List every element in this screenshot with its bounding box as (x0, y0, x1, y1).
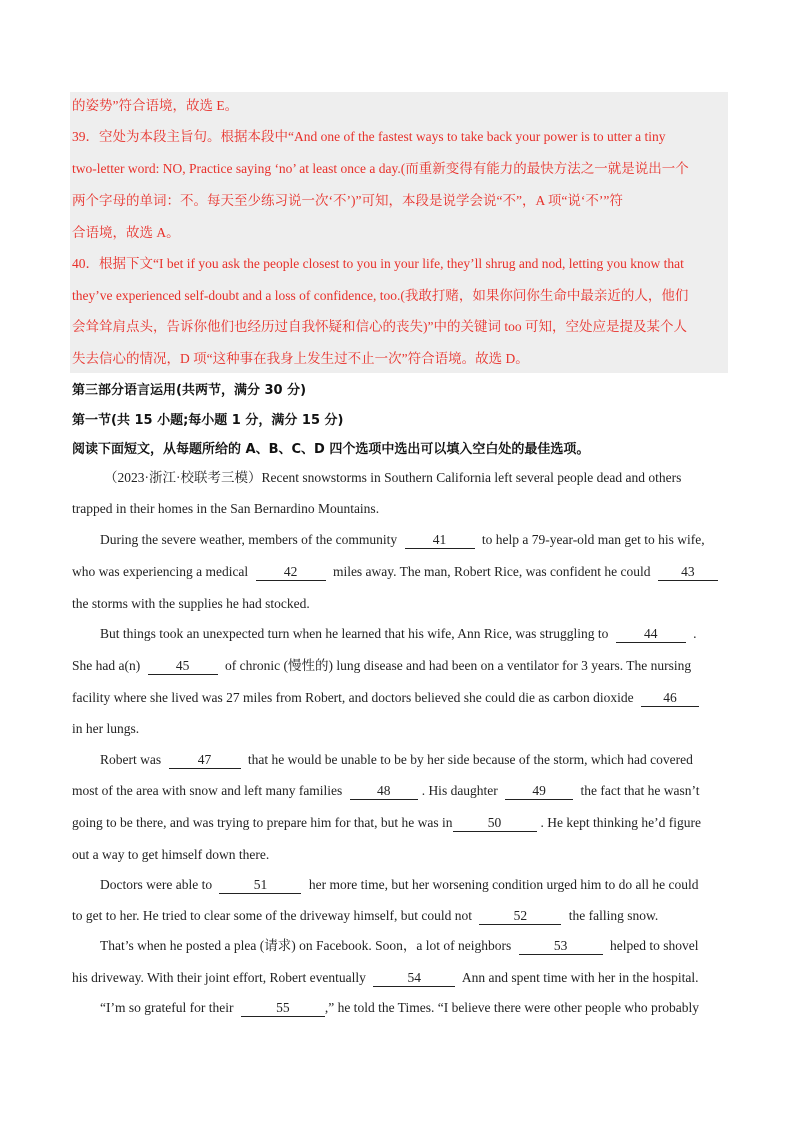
passage-line: most of the area with snow and left many families 48 . His daughter 49 the fact that he wasn’t (72, 783, 700, 798)
answer-line: two-letter word: NO, Practice saying ‘no’ at least once a day.(而重新变得有能力的最快方法之一就是说出一个 (72, 161, 689, 176)
passage-line: to get to her. He tried to clear some of the driveway himself, but could not 52 the falling snow. (72, 908, 659, 923)
passage-line: trapped in their homes in the San Bernardino Mountains. (72, 501, 380, 516)
passage-line: But things took an unexpected turn when he learned that his wife, Ann Rice, was struggling to 44 . (100, 626, 697, 641)
answer-line: 合语境，故选 A。 (72, 225, 180, 240)
blank-43[interactable]: 43 (658, 564, 718, 581)
answer-line: 的姿势”符合语境，故选 E。 (72, 98, 239, 113)
blank-54[interactable]: 54 (373, 970, 455, 987)
answer-line: they’ve experienced self-doubt and a loss of confidence, too.(我敢打赌，如果你问你生命中最亲近的人，他们 (72, 288, 689, 303)
blank-42[interactable]: 42 (256, 564, 326, 581)
blank-47[interactable]: 47 (169, 752, 241, 769)
passage-line: “I’m so grateful for their 55 ,” he told the Times. “I believe there were other people who probably (100, 1000, 699, 1015)
passage-line: the storms with the supplies he had stocked. (72, 596, 310, 611)
answer-line: 39．空处为本段主旨句。根据本段中“And one of the fastest ways to take back your power is to utter a tiny (72, 129, 666, 144)
answer-line: 两个字母的单词：不。每天至少练习说一次‘不’)”可知，本段是说学会说“不”，A 项“说‘不’”符 (72, 193, 623, 208)
instruction-text: 阅读下面短文，从每题所给的 A、B、C、D 四个选项中选出可以填入空白处的最佳选项。 (72, 442, 590, 457)
passage-line: facility where she lived was 27 miles from Robert, and doctors believed she could die as carbon dioxide 46 (72, 688, 732, 708)
blank-49[interactable]: 49 (505, 783, 573, 800)
blank-46[interactable]: 46 (641, 690, 699, 707)
blank-45[interactable]: 45 (148, 658, 218, 675)
passage-line: his driveway. With their joint effort, Robert eventually 54 Ann and spent time with her in the hospital. (72, 970, 699, 985)
passage-line: Robert was 47 that he would be unable to be by her side because of the storm, which had covered (100, 752, 693, 767)
subsection-heading: 第一节(共 15 小题;每小题 1 分，满分 15 分) (72, 413, 344, 428)
answer-line: 会耸耸肩点头，告诉你他们也经历过自我怀疑和信心的丧失)”中的关键词 too 可知，空处应是提及某个人 (72, 319, 687, 334)
blank-51[interactable]: 51 (219, 877, 301, 894)
answer-line: 40．根据下文“I bet if you ask the people closest to you in your life, they’ll shrug and nod, letting you know that (72, 256, 684, 271)
blank-41[interactable]: 41 (405, 532, 475, 549)
blank-55[interactable]: 55 (241, 1000, 325, 1017)
answer-line: 失去信心的情况，D 项“这种事在我身上发生过不止一次”符合语境。故选 D。 (72, 351, 529, 366)
passage-line: She had a(n) 45 of chronic (慢性的) lung disease and had been on a ventilator for 3 years. The nursing (72, 658, 692, 673)
blank-53[interactable]: 53 (519, 938, 603, 955)
passage-line: That’s when he posted a plea (请求) on Facebook. Soon，a lot of neighbors 53 helped to shovel (100, 938, 699, 953)
passage-line: Doctors were able to 51 her more time, but her worsening condition urged him to do all he could (100, 877, 699, 892)
passage-line: out a way to get himself down there. (72, 847, 270, 862)
passage-line: in her lungs. (72, 721, 140, 736)
passage-line: going to be there, and was trying to prepare him for that, but he was in 50 . He kept thinking he’d figure (72, 815, 701, 830)
blank-50[interactable]: 50 (453, 815, 537, 832)
section-heading: 第三部分语言运用(共两节，满分 30 分) (72, 383, 307, 398)
passage-line: During the severe weather, members of the community 41 to help a 79-year-old man get to his wife, (100, 532, 705, 547)
passage-line: （2023·浙江·校联考三模）Recent snowstorms in Southern California left several people dead and others (104, 470, 682, 485)
blank-44[interactable]: 44 (616, 626, 686, 643)
blank-52[interactable]: 52 (479, 908, 561, 925)
passage-line: who was experiencing a medical 42 miles away. The man, Robert Rice, was confident he could 43 (72, 562, 732, 582)
blank-48[interactable]: 48 (350, 783, 418, 800)
